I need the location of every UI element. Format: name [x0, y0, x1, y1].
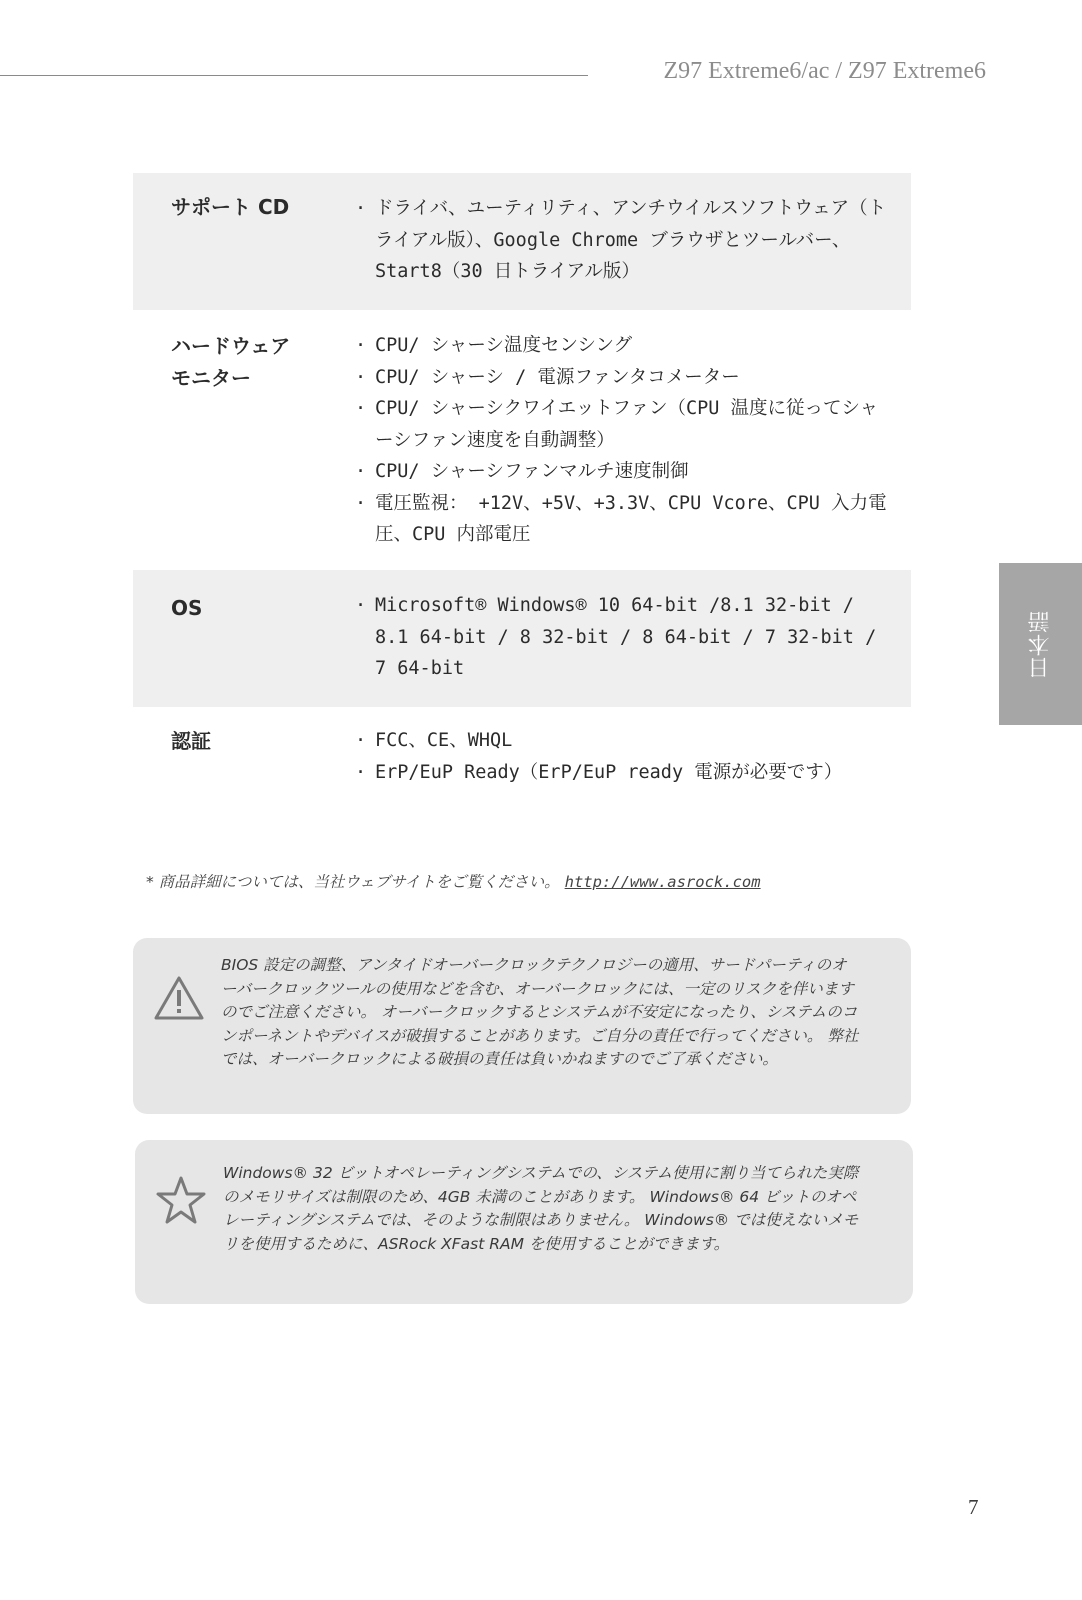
footnote: [146, 870, 761, 892]
spec-items: [353, 590, 891, 685]
spec-item: · CPU/ シャーシ / 電源ファンタコメーター: [353, 362, 891, 394]
asrock-website-link[interactable]: http://www.asrock.com: [564, 873, 761, 891]
page-number: 7: [968, 1495, 979, 1519]
footnote-text: * 商品詳細については、当社ウェブサイトをご覧ください。: [146, 873, 560, 891]
spec-items: [353, 193, 891, 288]
spec-label-line: モニター: [171, 366, 251, 390]
spec-item: · ErP/EuP Ready（ErP/EuP ready 電源が必要です）: [353, 757, 891, 789]
spec-label: [171, 725, 211, 757]
spec-row-certification: [133, 707, 911, 807]
spec-items: [353, 330, 891, 551]
spec-label: [171, 330, 290, 394]
warning-note-text: BIOS 設定の調整、アンタイドオーバークロックテクノロジーの適用、サードパーティのオーバークロックツールの使用などを含む、オーバークロックには、一定のリスクを伴いますのでご注意ください。 オーバークロックするとシステムが不安定になったり、システムのコンポーネントやデバイスが破損することがあります。ご自分の責任で行ってください。 弊社では、オーバークロックによる破損の責任は負いかねますのでご了承ください。: [221, 956, 859, 1068]
language-label-text: 日本語: [1028, 609, 1053, 679]
spec-item: · Microsoft® Windows® 10 64-bit /8.1 32-bit / 8.1 64-bit / 8 32-bit / 8 64-bit / 7 32-bit / 7 64-bit: [353, 590, 891, 685]
spec-label-line: サポート CD: [171, 195, 290, 219]
spec-item: · 電圧監視： +12V、+5V、+3.3V、CPU Vcore、CPU 入力電圧、CPU 内部電圧: [353, 488, 891, 551]
spec-item: · FCC、CE、WHQL: [353, 725, 891, 757]
language-side-tab-label: [999, 563, 1082, 725]
spec-row-support-cd: [133, 173, 911, 310]
spec-label-line: OS: [171, 596, 203, 620]
spec-row-hardware-monitor: [133, 310, 911, 568]
spec-label: [171, 191, 289, 223]
header-title: Z97 Extreme6/ac / Z97 Extreme6: [663, 58, 986, 84]
spec-row-os: [133, 570, 911, 707]
spec-label-line: 認証: [171, 729, 211, 753]
warning-icon: [153, 974, 205, 1026]
info-note: [135, 1140, 913, 1304]
info-note-text: Windows® 32 ビットオペレーティングシステムでの、システム使用に割り当てられた実際のメモリサイズは制限のため、4GB 未満のことがあります。 Windows® 64 ビットのオペレーティングシステムでは、そのような制限はありません。 Windows® では使えないメモリを使用するために、ASRock XFast RAM を使用することができます。: [223, 1164, 859, 1253]
warning-note: [133, 938, 911, 1114]
spec-label-line: ハードウェア: [171, 334, 291, 358]
spec-item: · CPU/ シャーシファンマルチ速度制御: [353, 456, 891, 488]
spec-item: · ドライバ、ユーティリティ、アンチウイルスソフトウェア（トライアル版）、Google Chrome ブラウザとツールバー、Start8（30 日トライアル版）: [353, 193, 891, 288]
spec-items: [353, 725, 891, 788]
star-icon: [155, 1175, 207, 1229]
header-rule: [0, 75, 588, 76]
spec-item: · CPU/ シャーシ温度センシング: [353, 330, 891, 362]
spec-item: · CPU/ シャーシクワイエットファン（CPU 温度に従ってシャーシファン速度を自動調整）: [353, 393, 891, 456]
spec-label: [171, 592, 202, 624]
language-side-tab: [999, 563, 1082, 725]
